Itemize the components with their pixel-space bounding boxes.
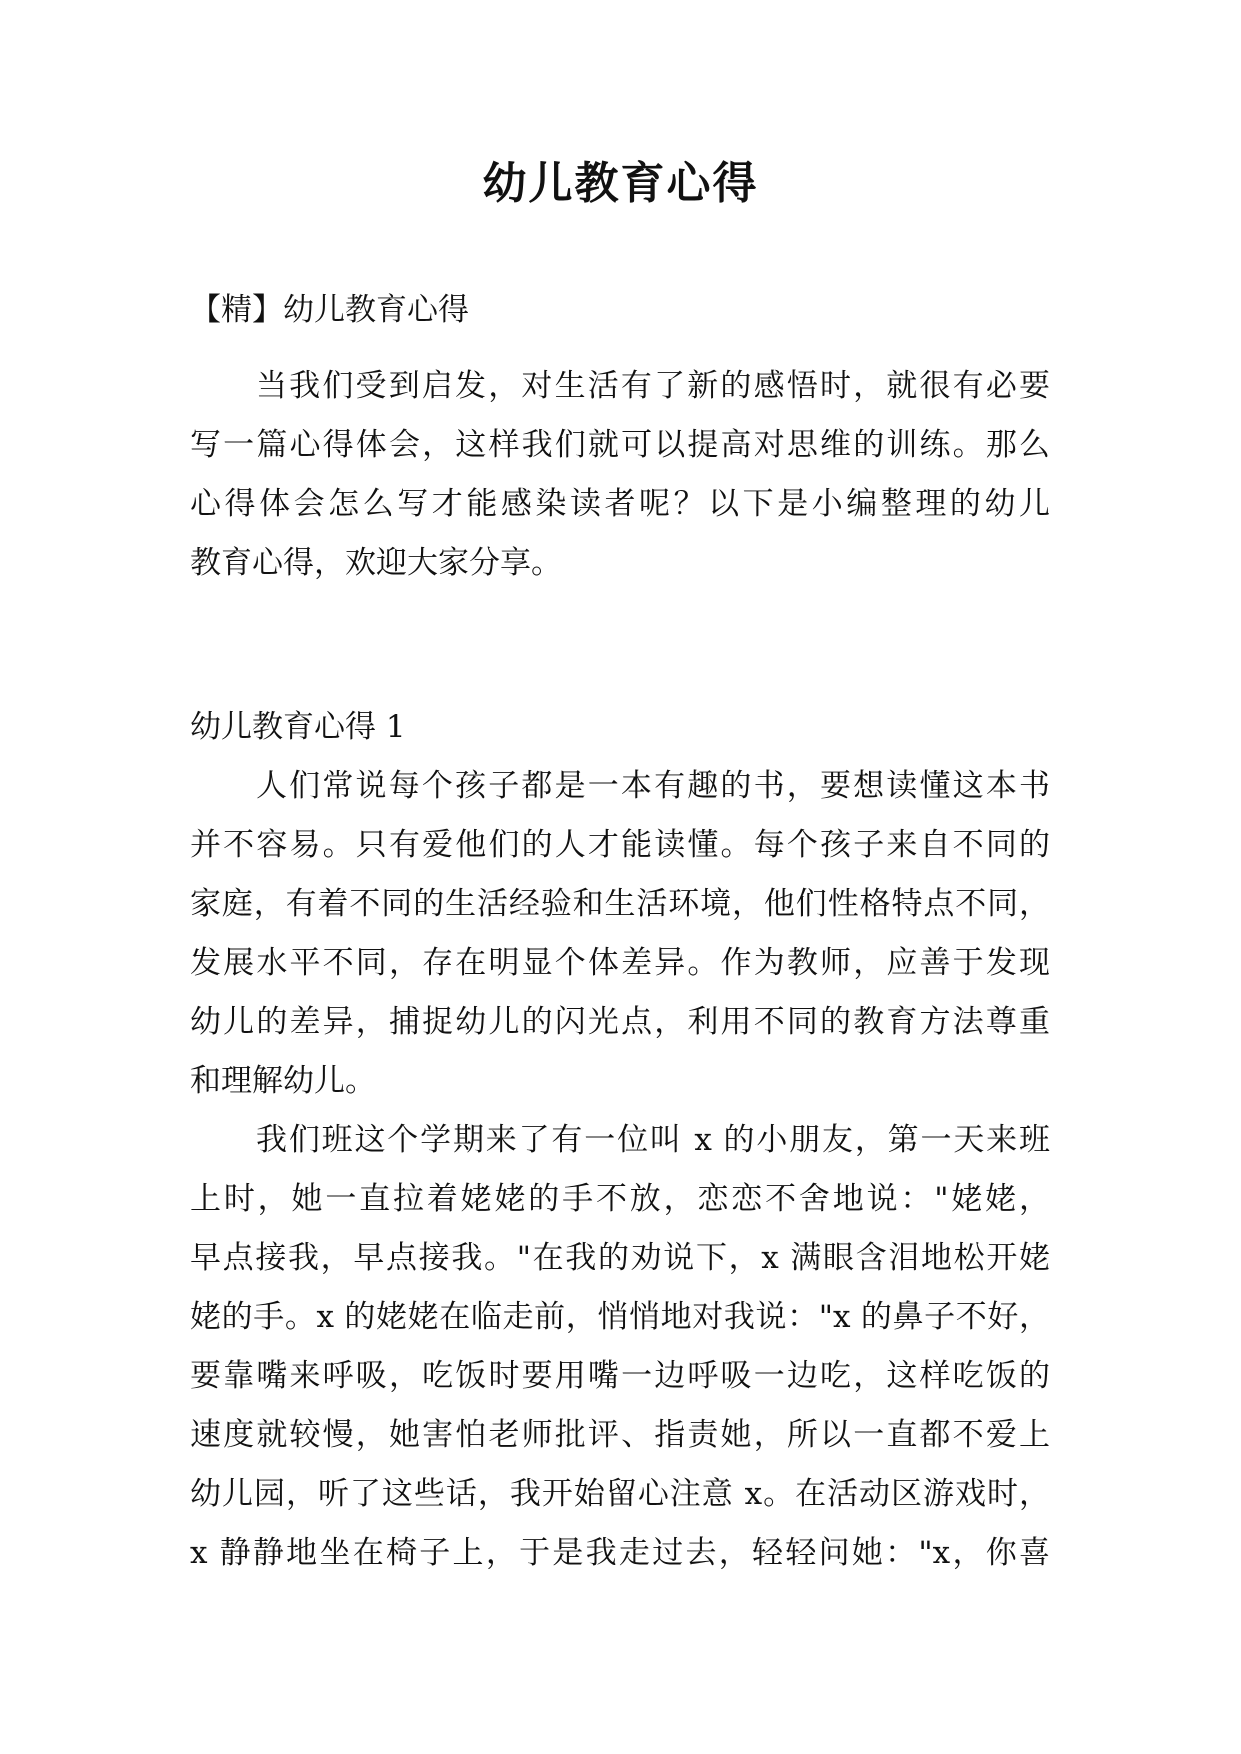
paragraph-line: 家庭，有着不同的生活经验和生活环境，他们性格特点不同， <box>190 886 1050 922</box>
paragraph-line: x 静静地坐在椅子上，于是我走过去，轻轻问她："x，你喜 <box>190 1535 1050 1571</box>
paragraph-line: 要靠嘴来呼吸，吃饭时要用嘴一边呼吸一边吃，这样吃饭的 <box>190 1358 1050 1394</box>
paragraph-line: 人们常说每个孩子都是一本有趣的书，要想读懂这本书 <box>256 768 1050 804</box>
paragraph-line: 早点接我，早点接我。"在我的劝说下，x 满眼含泪地松开姥 <box>190 1240 1050 1276</box>
paragraph-line: 发展水平不同，存在明显个体差异。作为教师，应善于发现 <box>190 945 1050 981</box>
paragraph-1 <box>190 757 1050 1111</box>
intro-paragraph <box>190 357 1050 593</box>
paragraph-line: 上时，她一直拉着姥姥的手不放，恋恋不舍地说："姥姥， <box>190 1181 1050 1217</box>
paragraph-2 <box>190 1111 1050 1583</box>
intro-line: 教育心得，欢迎大家分享。 <box>190 545 562 581</box>
paragraph-line: 姥的手。x 的姥姥在临走前，悄悄地对我说："x 的鼻子不好， <box>190 1299 1050 1335</box>
paragraph-line: 幼儿园，听了这些话，我开始留心注意 x。在活动区游戏时， <box>190 1476 1050 1512</box>
intro-line: 当我们受到启发，对生活有了新的感悟时，就很有必要 <box>256 368 1050 404</box>
paragraph-line: 速度就较慢，她害怕老师批评、指责她，所以一直都不爱上 <box>190 1417 1050 1453</box>
paragraph-line: 并不容易。只有爱他们的人才能读懂。每个孩子来自不同的 <box>190 827 1050 863</box>
paragraph-line: 和理解幼儿。 <box>190 1063 376 1099</box>
document-subtitle: 【精】幼儿教育心得 <box>190 292 469 328</box>
intro-line: 心得体会怎么写才能感染读者呢？以下是小编整理的幼儿 <box>190 486 1050 522</box>
paragraph-line: 幼儿的差异，捕捉幼儿的闪光点，利用不同的教育方法尊重 <box>190 1004 1050 1040</box>
intro-line: 写一篇心得体会，这样我们就可以提高对思维的训练。那么 <box>190 427 1050 463</box>
document-title: 幼儿教育心得 <box>482 158 759 209</box>
paragraph-line: 我们班这个学期来了有一位叫 x 的小朋友，第一天来班 <box>256 1122 1050 1158</box>
section-heading: 幼儿教育心得 1 <box>190 709 406 745</box>
